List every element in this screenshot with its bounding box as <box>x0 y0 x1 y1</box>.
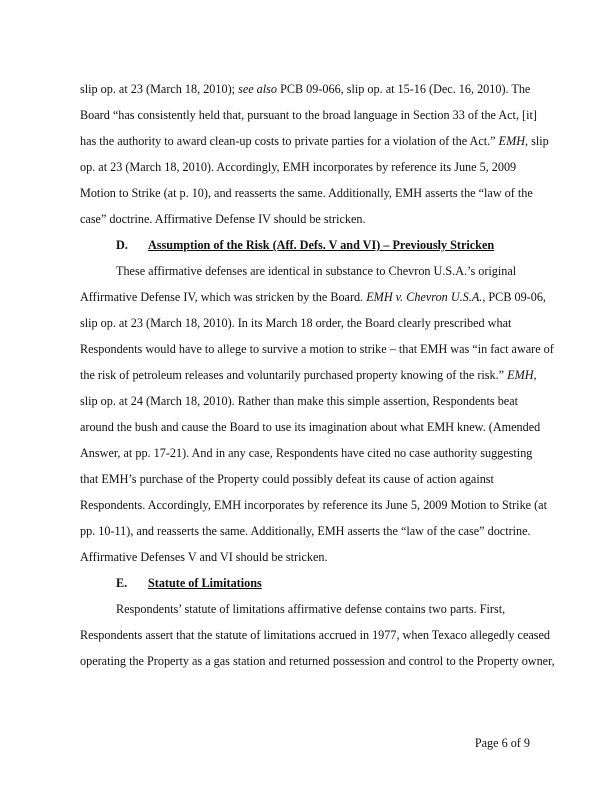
body-line: Board “has consistently held that, pursuant to the broad language in Section 33 of the Act, [it] <box>80 108 537 122</box>
body-line: the risk of petroleum releases and voluntarily purchased property knowing of the risk.” EMH, <box>80 368 537 382</box>
page-number: Page 6 of 9 <box>474 736 530 750</box>
body-line: Affirmative Defenses V and VI should be stricken. <box>80 550 328 564</box>
body-line: These affirmative defenses are identical in substance to Chevron U.S.A.’s original <box>116 264 517 278</box>
body-line: has the authority to award clean-up costs to private parties for a violation of the Act.” EMH, slip <box>80 134 549 148</box>
section-letter: E. <box>116 576 128 590</box>
body-line: slip op. at 23 (March 18, 2010); see also PCB 09-066, slip op. at 15-16 (Dec. 16, 2010). The <box>80 82 531 96</box>
section-letter: D. <box>116 238 128 252</box>
body-line: operating the Property as a gas station and returned possession and control to the Property owner, <box>80 654 555 668</box>
body-line: slip op. at 24 (March 18, 2010). Rather than make this simple assertion, Respondents beat <box>80 394 518 408</box>
body-line: Answer, at pp. 17-21). And in any case, Respondents have cited no case authority suggesting <box>80 446 533 460</box>
body-line: slip op. at 23 (March 18, 2010). In its March 18 order, the Board clearly prescribed what <box>80 316 512 330</box>
body-line: around the bush and cause the Board to use its imagination about what EMH knew. (Amended <box>80 420 541 434</box>
body-line: Respondents would have to allege to survive a motion to strike – that EMH was “in fact aware of <box>80 342 554 356</box>
body-line: op. at 23 (March 18, 2010). Accordingly, EMH incorporates by reference its June 5, 2009 <box>80 160 517 174</box>
body-line: Respondents’ statute of limitations affirmative defense contains two parts. First, <box>116 602 506 616</box>
body-line: Respondents. Accordingly, EMH incorporates by reference its June 5, 2009 Motion to Strike (at <box>80 498 547 512</box>
body-line: pp. 10-11), and reasserts the same. Additionally, EMH asserts the “law of the case” doctrine. <box>80 524 531 538</box>
section-title: Statute of Limitations <box>148 576 262 590</box>
body-line: Motion to Strike (at p. 10), and reasserts the same. Additionally, EMH asserts the “law of the <box>80 186 533 200</box>
section-title: Assumption of the Risk (Aff. Defs. V and VI) – Previously Stricken <box>148 238 495 252</box>
body-line: case” doctrine. Affirmative Defense IV should be stricken. <box>80 212 366 226</box>
body-line: that EMH’s purchase of the Property could possibly defeat its cause of action against <box>80 472 494 486</box>
body-line: Affirmative Defense IV, which was stricken by the Board. EMH v. Chevron U.S.A., PCB 09-06, <box>80 290 546 304</box>
body-line: Respondents assert that the statute of limitations accrued in 1977, when Texaco allegedly ceased <box>80 628 551 642</box>
